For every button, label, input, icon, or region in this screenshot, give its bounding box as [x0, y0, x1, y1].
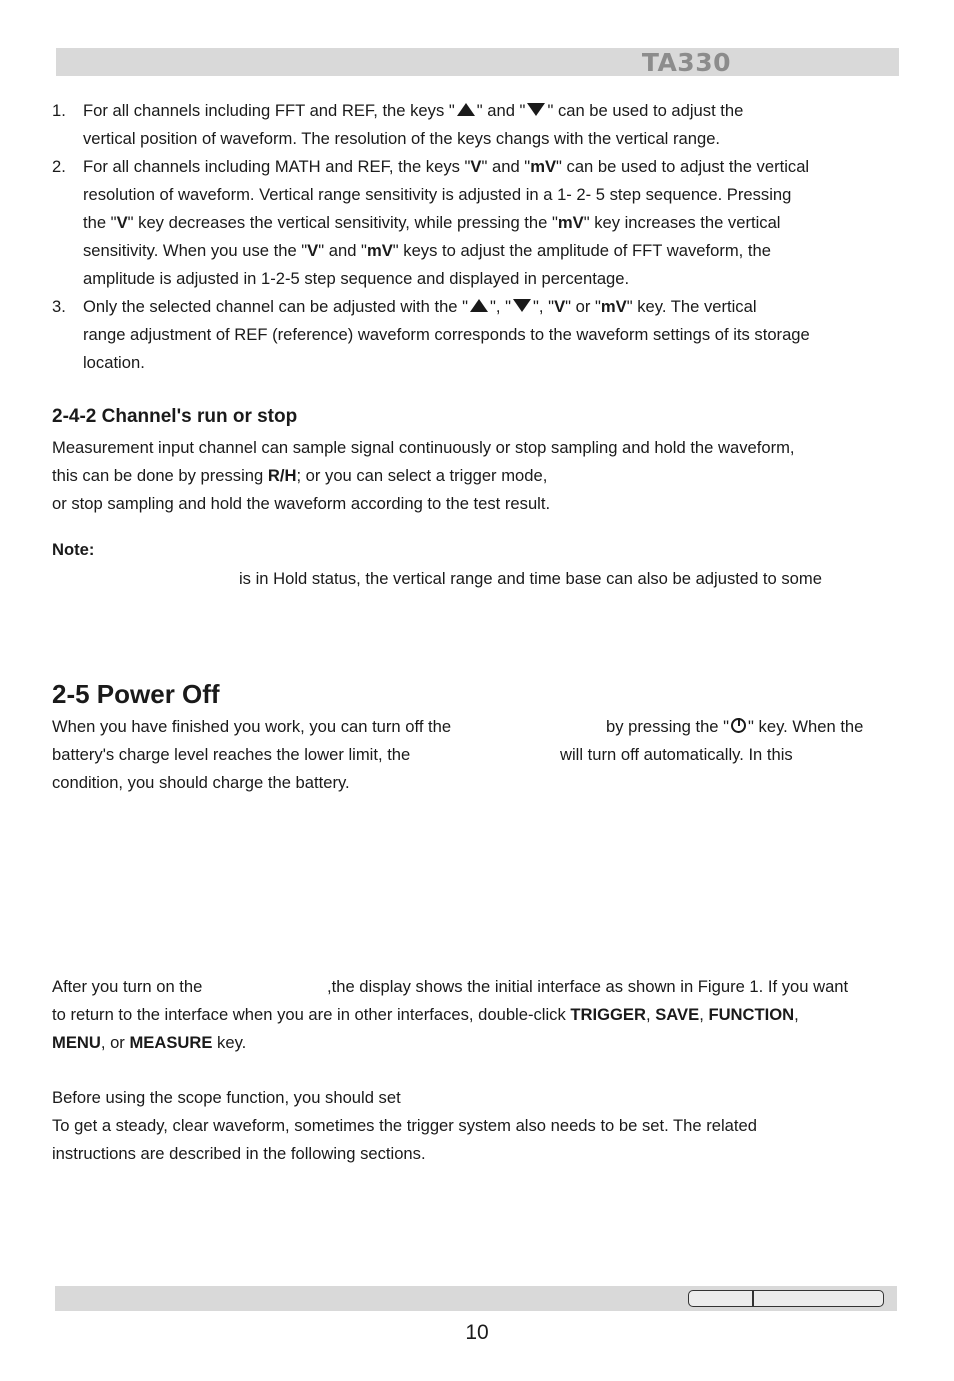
- interface-text: MENU, or MEASURE key.: [52, 1033, 247, 1052]
- battery-icon: [688, 1290, 884, 1307]
- setup-text: To get a steady, clear waveform, sometimes the trigger system also needs to be set. The related: [52, 1116, 757, 1135]
- power-off-text: When you have finished you work, you can turn off the: [52, 717, 452, 736]
- note-label: Note:: [52, 540, 95, 559]
- list-item: 2. For all channels including MATH and REF, the keys "V" and "mV" can be used to adjust the vertical resolution of waveform. Vertical range sensitivity is adjusted in a 1- 2- 5 step sequence. Pressing the "V" key decreases the vertical sensitivity, while pressing the "mV" key increases the vertical sensitivity. When you use the "V" and "mV" keys to adjust the amplitude of FFT waveform, the amplitude is adjusted in 1-2-5 step sequence and displayed in percentage.: [52, 157, 810, 288]
- setup-text: Before using the scope function, you should set: [52, 1088, 401, 1107]
- interface-text: to return to the interface when you are in other interfaces, double-click TRIGGER, SAVE, FUNCTION,: [52, 1005, 799, 1024]
- down-arrow-key-icon: [527, 103, 545, 116]
- section-heading-power-off: 2-5 Power Off: [52, 679, 220, 709]
- interface-text: After you turn on the: [52, 977, 203, 996]
- note-text: is in Hold status, the vertical range and time base can also be adjusted to some: [239, 569, 822, 588]
- down-arrow-key-icon: [513, 299, 531, 312]
- page-number: 10: [465, 1321, 489, 1344]
- instruction-list: [52, 97, 912, 377]
- model-name: TA330: [641, 48, 731, 77]
- power-off-text: will turn off automatically. In this: [560, 745, 793, 764]
- interface-text: ,the display shows the initial interface as shown in Figure 1. If you want: [327, 977, 849, 996]
- battery-divider: [752, 1291, 754, 1306]
- power-off-text: battery's charge level reaches the lower limit, the: [52, 745, 411, 764]
- header-bar: [56, 48, 899, 76]
- power-off-text: by pressing the " " key. When the: [606, 717, 864, 736]
- list-item: 1. For all channels including FFT and REF, the keys " " and " " can be used to adjust the vertical position of waveform. The resolution of the keys changs with the vertical range.: [52, 101, 744, 148]
- setup-text: instructions are described in the following sections.: [52, 1144, 426, 1163]
- section-heading-run-stop: 2-4-2 Channel's run or stop: [52, 406, 298, 427]
- up-arrow-key-icon: [457, 103, 475, 116]
- up-arrow-key-icon: [470, 299, 488, 312]
- list-item: 3. Only the selected channel can be adjusted with the " ", " ", "V" or "mV" key. The vertical range adjustment of REF (reference) waveform corresponds to the waveform settings of its storage location.: [52, 297, 810, 372]
- power-icon: [731, 718, 746, 733]
- power-off-text: condition, you should charge the battery.: [52, 773, 350, 792]
- footer-bar: [55, 1286, 897, 1311]
- run-stop-paragraph: Measurement input channel can sample signal continuously or stop sampling and hold the waveform, this can be done by pressing R/H; or you can select a trigger mode, or stop sampling and hold the waveform according to the test result.: [52, 438, 795, 513]
